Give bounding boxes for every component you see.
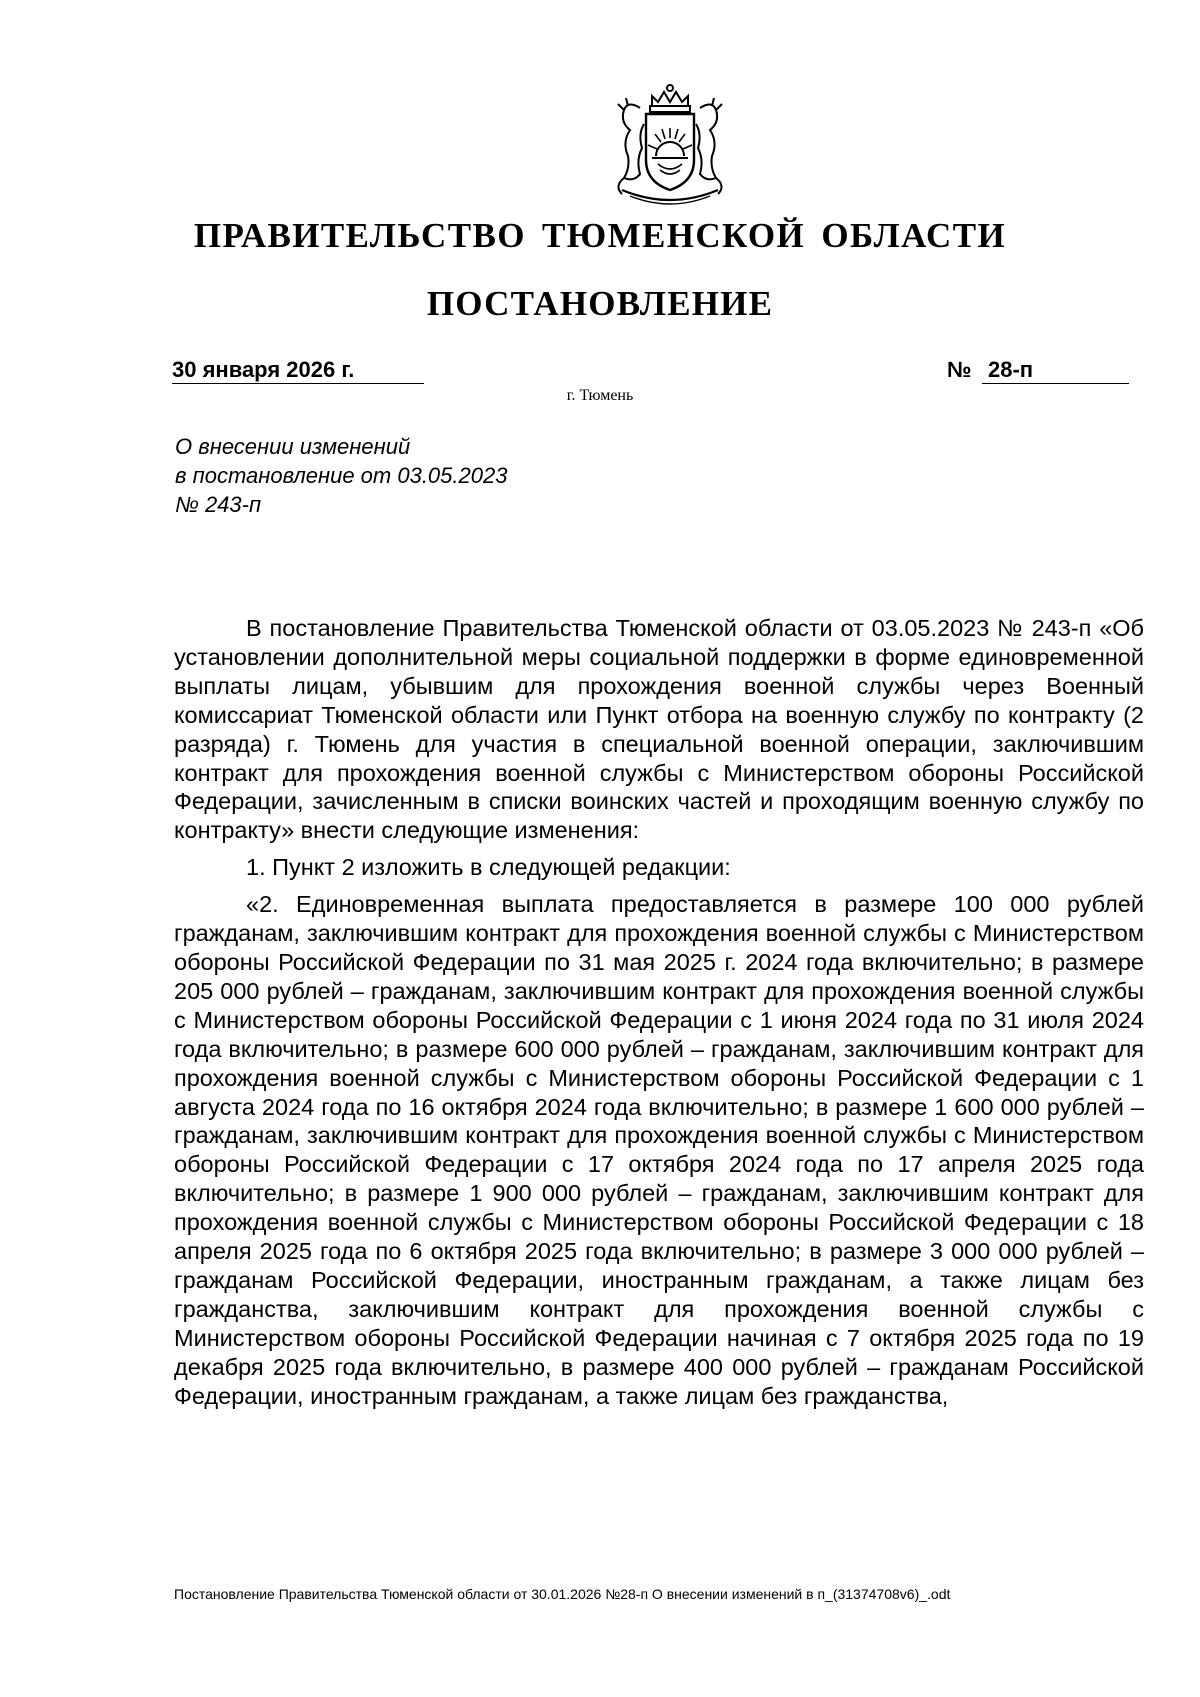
organization-title: ПРАВИТЕЛЬСТВО ТЮМЕНСКОЙ ОБЛАСТИ	[193, 216, 1007, 255]
document-date: 30 января 2026 г.	[172, 357, 355, 382]
page-footer: Постановление Правительства Тюменской области от 30.01.2026 №28-п О внесении изменений в п_(31374708v6)_.odt	[174, 1586, 951, 1602]
number-sign: №	[947, 357, 972, 382]
date-underline	[172, 383, 424, 384]
subject-line: О внесении изменений	[175, 434, 411, 459]
document-type-title: ПОСТАНОВЛЕНИЕ	[426, 284, 774, 323]
body-paragraph: «2. Единовременная выплата предоставляется в размере 100 000 рублей гражданам, заключившим контракт для прохождения военной службы с Министерством обороны Российской Федерации по 31 мая 2025 г. 2024 года включительно; в размере 205 000 рублей – гражданам, заключившим контракт для прохождения военной службы с Министерством обороны Российской Федерации с 1 июня 2024 года по 31 июля 2024 года включительно; в размере 600 000 рублей – гражданам, заключившим контракт для прохождения военной службы с Министерством обороны Российской Федерации с 1 августа 2024 года по 16 октября 2024 года включительно; в размере 1 600 000 рублей – гражданам, заключившим контракт для прохождения военной службы с Министерством обороны Российской Федерации с 17 октября 2024 года по 17 апреля 2025 года включительно; в размере 1 900 000 рублей – гражданам, заключившим контракт для прохождения военной службы с Министерством обороны Российской Федерации с 18 апреля 2025 года по 6 октября 2025 года включительно; в размере 3 000 000 рублей – гражданам Российской Федерации, иностранным гражданам, а также лицам без гражданства, заключившим контракт для прохождения военной службы с Министерством обороны Российской Федерации начиная с 7 октября 2025 года по 19 декабря 2025 года включительно, в размере 400 000 рублей – гражданам Российской Федерации, иностранным гражданам, а также лицам без гражданства,	[174, 891, 1144, 1409]
document-subject	[175, 432, 507, 519]
number-underline	[982, 383, 1129, 384]
subject-line: № 243-п	[175, 492, 262, 517]
coat-of-arms-icon	[600, 78, 740, 208]
city-label: г. Тюмень	[566, 387, 634, 404]
subject-line: в постановление от 03.05.2023	[175, 463, 508, 488]
document-number: 28-п	[988, 357, 1034, 382]
body-paragraph: В постановление Правительства Тюменской области от 03.05.2023 № 243-п «Об установлении дополнительной меры социальной поддержки в форме единовременной выплаты лицам, убывшим для прохождения военной службы через Военный комиссариат Тюменской области или Пункт отбора на военную службу по контракту (2 разряда) г. Тюмень для участия в специальной военной операции, заключившим контракт для прохождения военной службы с Министерством обороны Российской Федерации, зачисленным в списки воинских частей и проходящим военную службу по контракту» внести следующие изменения:	[174, 615, 1144, 844]
document-body	[174, 614, 1144, 1410]
body-paragraph: 1. Пункт 2 изложить в следующей редакции:	[246, 854, 731, 881]
